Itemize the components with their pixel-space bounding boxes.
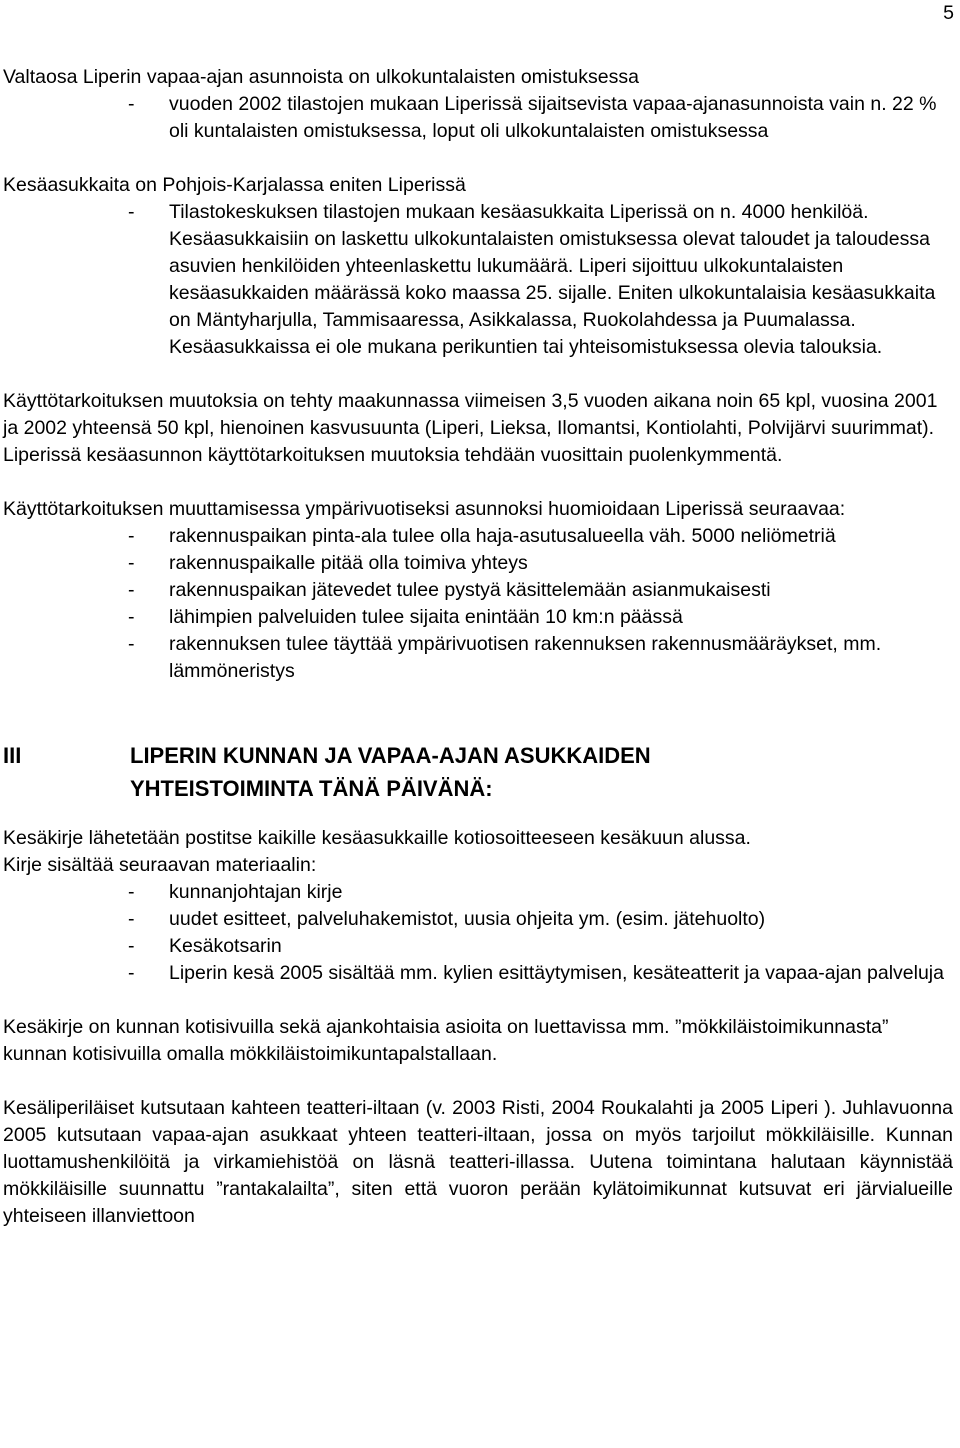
bullet-text: kunnanjohtajan kirje — [169, 881, 343, 903]
bullet-item — [3, 960, 953, 987]
bullet-item — [3, 933, 953, 960]
paragraph-usage-changes: Käyttötarkoituksen muutoksia on tehty maakunnassa viimeisen 3,5 vuoden aikana noin 65 kpl, vuosina 2001 ja 2002 yhteensä 50 kpl, hienoinen kasvusuunta (Liperi, Lieksa, Ilomantsi, Kontiolahti, Polvijärvi suurimmat). Liperissä kesäasunnon käyttötarkoituksen muutoksia tehdään vuosittain puolenkymmentä. — [3, 390, 938, 466]
section-number: III — [3, 743, 22, 768]
paragraph-letter-contents: Kirje sisältää seuraavan materiaalin: — [3, 854, 317, 876]
dash-marker: - — [128, 525, 135, 547]
paragraph-website: Kesäkirje on kunnan kotisivuilla sekä ajankohtaisia asioita on luettavissa mm. ”mökkiläistoimikunnasta” kunnan kotisivuilla omalla mökkiläistoimikuntapalstallaan. — [3, 1016, 889, 1065]
bullet-item — [3, 604, 953, 631]
page-number: 5 — [943, 2, 954, 24]
paragraph-ownership: Valtaosa Liperin vapaa-ajan asunnoista on ulkokuntalaisten omistuksessa — [3, 66, 639, 88]
section-title — [130, 739, 953, 805]
paragraph-summer-residents: Kesäasukkaita on Pohjois-Karjalassa eniten Liperissä — [3, 174, 466, 196]
bullet-item — [3, 550, 953, 577]
bullet-text: rakennuspaikan pinta-ala tulee olla haja-asutusalueella väh. 5000 neliömetriä — [169, 525, 836, 547]
dash-marker: - — [128, 201, 135, 223]
bullet-text: Kesäkotsarin — [169, 935, 282, 957]
bullet-text: lähimpien palveluiden tulee sijaita enintään 10 km:n päässä — [169, 606, 683, 628]
bullet-item — [3, 523, 953, 550]
bullet-text: uudet esitteet, palveluhakemistot, uusia ohjeita ym. (esim. jätehuolto) — [169, 908, 766, 930]
paragraph-summer-letter: Kesäkirje lähetetään postitse kaikille kesäasukkaille kotiosoitteeseen kesäkuun alussa. — [3, 827, 751, 849]
bullet-text: vuoden 2002 tilastojen mukaan Liperissä sijaitsevista vapaa-ajanasunnoista vain n. 22 % oli kuntalaisten omistuksessa, loput oli ulkokuntalaisten omistuksessa — [169, 93, 937, 142]
section-heading — [3, 739, 953, 805]
dash-marker: - — [128, 579, 135, 601]
dash-marker: - — [128, 908, 135, 930]
dash-marker: - — [128, 633, 135, 655]
bullet-item — [3, 577, 953, 604]
bullet-text: Tilastokeskuksen tilastojen mukaan kesäasukkaita Liperissä on n. 4000 henkilöä. Kesäasukkaisiin on laskettu ulkokuntalaisten omistuksessa olevat taloudet ja taloudessa asuvien henkilöiden yhteenlaskettu lukumäärä. Liperi sijoittuu ulkokuntalaisten kesäasukkaiden määrässä koko maassa 25. sijalle. Eniten ulkokuntalaisia kesäasukkaita on Mäntyharjulla, Tammisaaressa, Asikkalassa, Ruokolahdessa ja Puumalassa. Kesäasukkaissa ei ole mukana perikuntien tai yhteisomistuksessa olevia talouksia. — [169, 201, 936, 358]
bullet-item — [3, 199, 953, 361]
bullet-text: Liperin kesä 2005 sisältää mm. kylien esittäytymisen, kesäteatterit ja vapaa-ajan palveluja — [169, 962, 944, 984]
paragraph-theatre: Kesäliperiläiset kutsutaan kahteen teatteri-iltaan (v. 2003 Risti, 2004 Roukalahti ja 2005 Liperi ). Juhlavuonna 2005 kutsutaan vapaa-ajan asukkaat yhteen teatteri-iltaan, jossa on myös tarjoilut mökkiläisille. Kunnan luottamushenkilöitä ja virkamiehistöä on läsnä teatteri-illassa. Uutena toimintana halutaan käynnistää mökkiläisille suunnattu ”rantakalailta”, siten että vuoron perään kylätoimikunnat kutsuvat eri järvialueille yhteiseen illanviettoon — [3, 1097, 953, 1227]
section-title-line: LIPERIN KUNNAN JA VAPAA-AJAN ASUKKAIDEN — [130, 743, 651, 768]
dash-marker: - — [128, 93, 135, 115]
bullet-text: rakennuspaikalle pitää olla toimiva yhteys — [169, 552, 528, 574]
dash-marker: - — [128, 935, 135, 957]
section-title-line: YHTEISTOIMINTA TÄNÄ PÄIVÄNÄ: — [130, 776, 493, 801]
bullet-text: rakennuksen tulee täyttää ympärivuotisen rakennuksen rakennusmääräykset, mm. lämmöneristys — [169, 633, 882, 682]
dash-marker: - — [128, 606, 135, 628]
bullet-item — [3, 906, 953, 933]
dash-marker: - — [128, 962, 135, 984]
document-body — [3, 64, 953, 1230]
bullet-item — [3, 631, 953, 685]
bullet-item — [3, 879, 953, 906]
bullet-text: rakennuspaikan jätevedet tulee pystyä käsittelemään asianmukaisesti — [169, 579, 771, 601]
bullet-item — [3, 91, 953, 145]
dash-marker: - — [128, 881, 135, 903]
dash-marker: - — [128, 552, 135, 574]
paragraph-criteria: Käyttötarkoituksen muuttamisessa ympärivuotiseksi asunnoksi huomioidaan Liperissä seuraavaa: — [3, 498, 846, 520]
